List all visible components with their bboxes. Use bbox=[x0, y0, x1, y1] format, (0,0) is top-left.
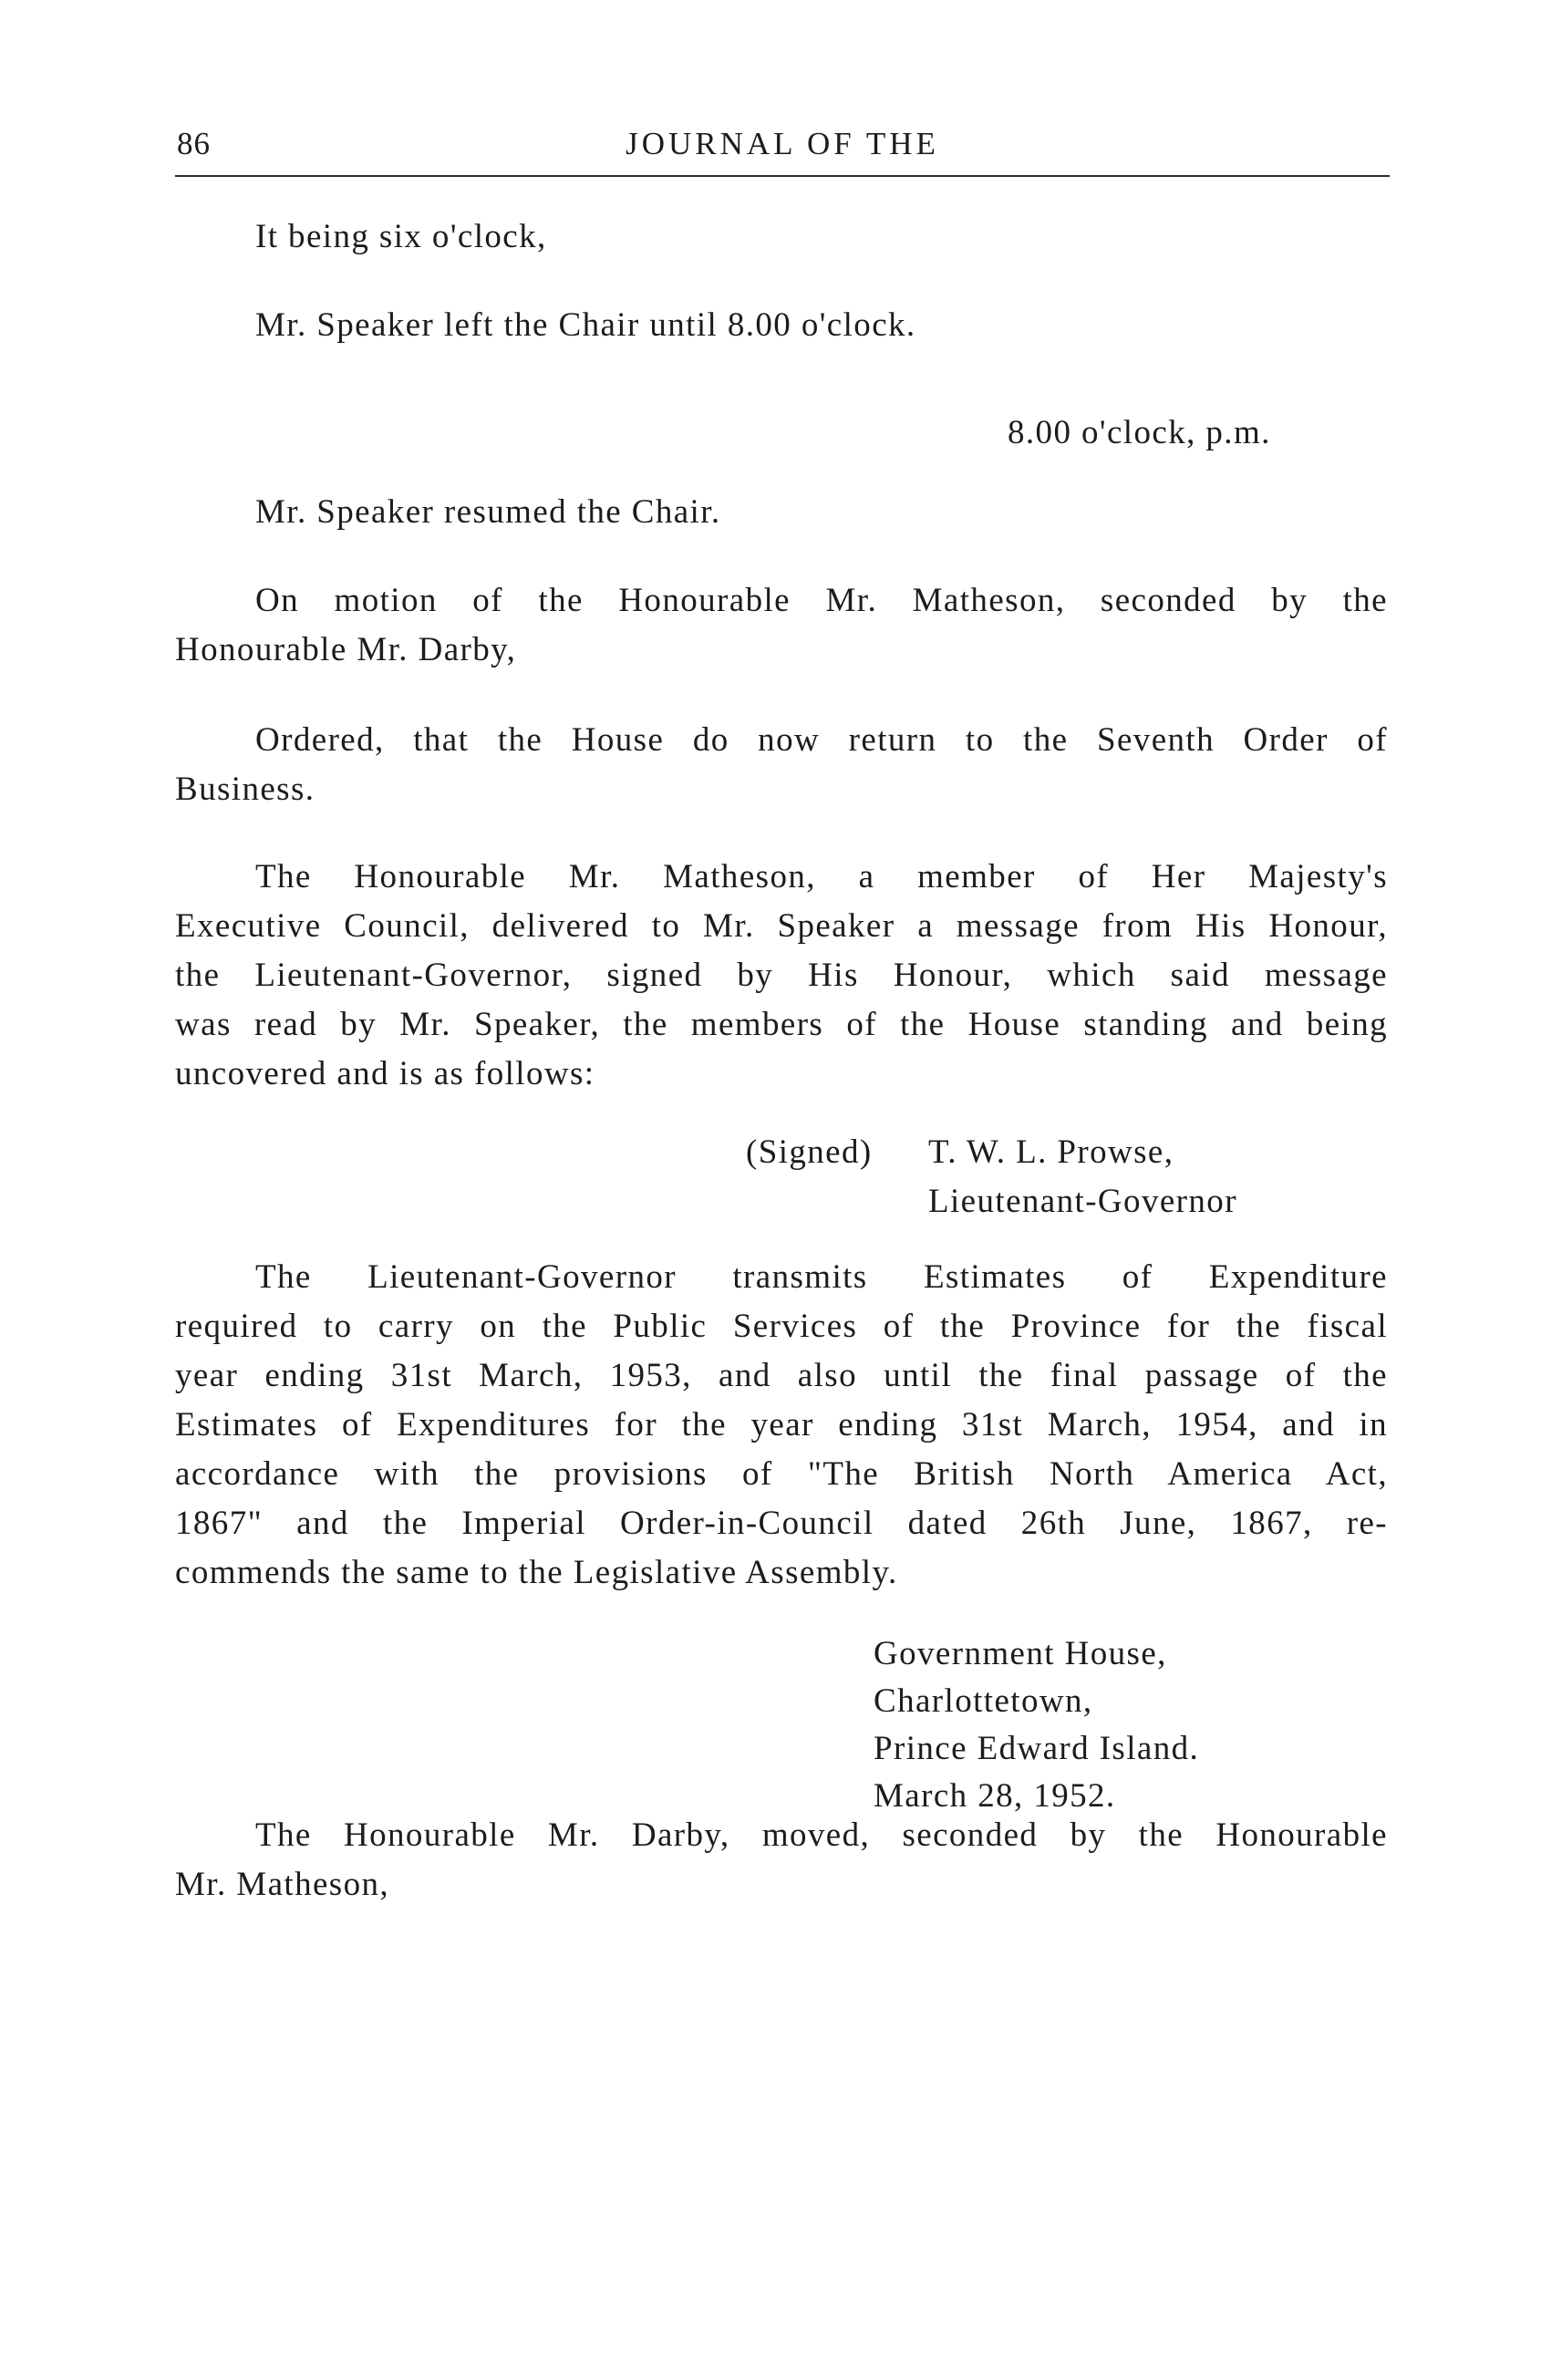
ordered-line-2: Business. bbox=[175, 771, 315, 808]
moved-line-1: The Honourable Mr. Darby, moved, seconded by the Honourable bbox=[255, 1816, 1388, 1854]
running-head: JOURNAL OF THE bbox=[626, 126, 939, 161]
page-number: 86 bbox=[177, 126, 211, 161]
address-line-4: March 28, 1952. bbox=[874, 1777, 1116, 1815]
paragraph-speaker-left: Mr. Speaker left the Chair until 8.00 o'clock. bbox=[255, 306, 916, 344]
message-line-1: The Honourable Mr. Matheson, a member of Her Majesty's bbox=[255, 858, 1388, 895]
paragraph-six-oclock: It being six o'clock, bbox=[255, 218, 547, 255]
motion-line-1: On motion of the Honourable Mr. Matheson, seconded by the bbox=[255, 582, 1388, 619]
signed-label: (Signed) bbox=[746, 1133, 873, 1171]
address-line-2: Charlottetown, bbox=[874, 1682, 1093, 1720]
paragraph-speaker-resumed: Mr. Speaker resumed the Chair. bbox=[255, 493, 721, 531]
estimates-line-4: Estimates of Expenditures for the year ending 31st March, 1954, and in bbox=[175, 1406, 1388, 1444]
page-header bbox=[175, 119, 1390, 177]
estimates-line-5: accordance with the provisions of "The British North America Act, bbox=[175, 1455, 1388, 1493]
address-line-1: Government House, bbox=[874, 1635, 1167, 1672]
ordered-line-1: Ordered, that the House do now return to the Seventh Order of bbox=[255, 721, 1388, 759]
signed-name: T. W. L. Prowse, bbox=[928, 1133, 1174, 1171]
message-line-3: the Lieutenant-Governor, signed by His Honour, which said message bbox=[175, 957, 1388, 994]
message-line-4: was read by Mr. Speaker, the members of the House standing and being bbox=[175, 1006, 1388, 1043]
estimates-line-7: commends the same to the Legislative Assembly. bbox=[175, 1554, 898, 1591]
message-line-2: Executive Council, delivered to Mr. Speaker a message from His Honour, bbox=[175, 907, 1388, 945]
message-line-5: uncovered and is as follows: bbox=[175, 1055, 595, 1092]
evening-time-stamp: 8.00 o'clock, p.m. bbox=[1008, 414, 1271, 451]
address-line-3: Prince Edward Island. bbox=[874, 1730, 1200, 1767]
estimates-line-3: year ending 31st March, 1953, and also until the final passage of the bbox=[175, 1357, 1388, 1394]
estimates-line-1: The Lieutenant-Governor transmits Estimates of Expenditure bbox=[255, 1258, 1388, 1296]
estimates-line-6: 1867" and the Imperial Order-in-Council dated 26th June, 1867, re- bbox=[175, 1505, 1388, 1542]
motion-line-2: Honourable Mr. Darby, bbox=[175, 631, 517, 668]
address-block bbox=[874, 1630, 1199, 1820]
moved-line-2: Mr. Matheson, bbox=[175, 1866, 390, 1903]
signed-title: Lieutenant-Governor bbox=[928, 1183, 1237, 1220]
estimates-line-2: required to carry on the Public Services of the Province for the fiscal bbox=[175, 1308, 1388, 1345]
